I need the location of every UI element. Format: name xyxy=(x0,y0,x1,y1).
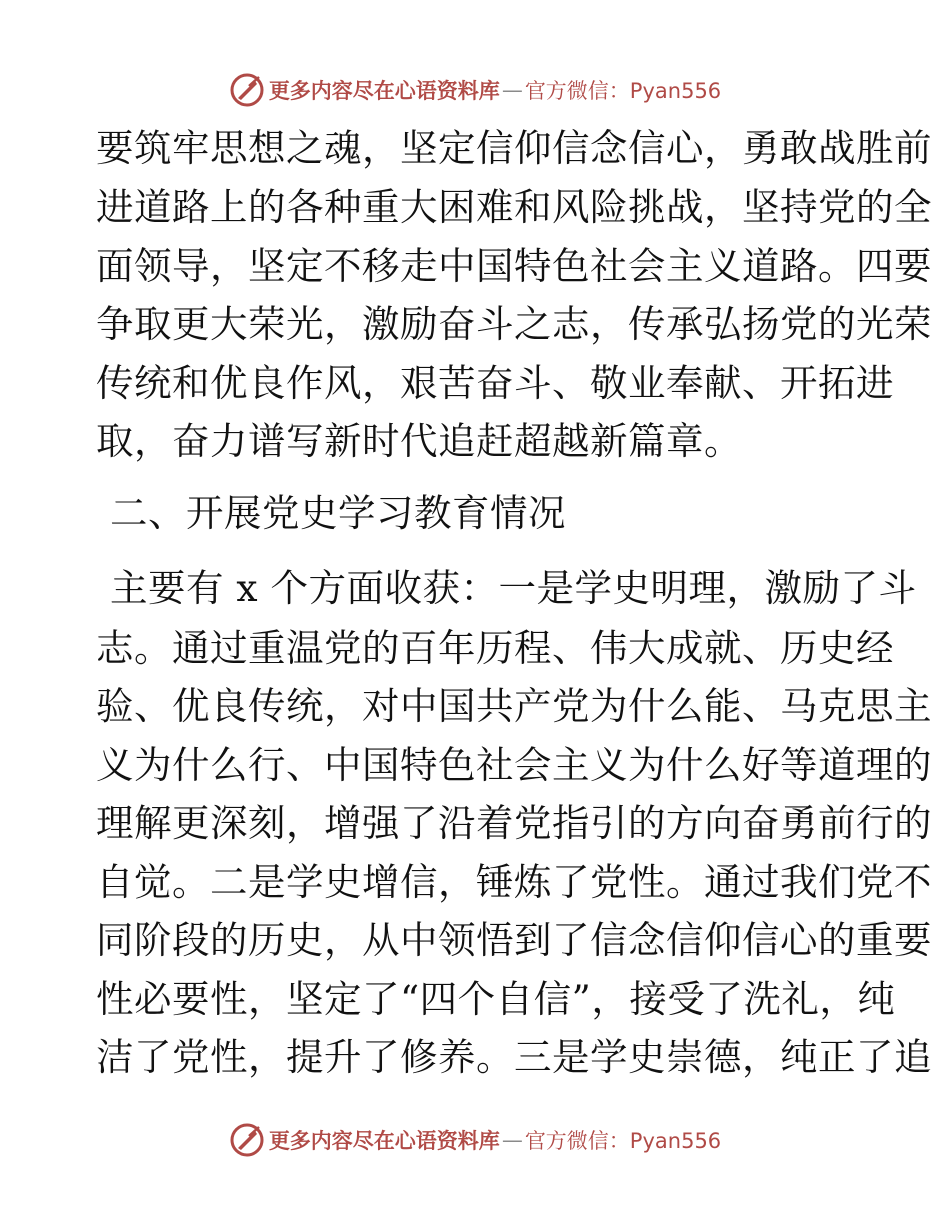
watermark-wechat-text: 官方微信：Pyan556 xyxy=(524,1129,722,1153)
text-line: 主要有 x 个方面收获：一是学史明理，激励了斗 xyxy=(110,566,917,610)
text-line: 同阶段的历史，从中领悟到了信念信仰信心的重要 xyxy=(96,918,932,962)
text-line: 义为什么行、中国特色社会主义为什么好等道理的 xyxy=(96,743,932,787)
text-line: 要筑牢思想之魂，坚定信仰信念信心，勇敢战胜前 xyxy=(96,126,932,170)
watermark-brand-text: 更多内容尽在心语资料库 xyxy=(268,78,500,103)
text-line: 理解更深刻，增强了沿着党指引的方向奋勇前行的 xyxy=(96,801,932,845)
text-line: 传统和优良作风，艰苦奋斗、敬业奉献、开拓进 xyxy=(96,361,894,405)
text-line: 进道路上的各种重大困难和风险挑战，坚持党的全 xyxy=(96,185,932,229)
text-line: 志。通过重温党的百年历程、伟大成就、历史经 xyxy=(96,626,894,670)
section-heading: 二、开展党史学习教育情况 xyxy=(110,491,566,535)
text-line: 面领导，坚定不移走中国特色社会主义道路。四要 xyxy=(96,244,932,288)
watermark-separator: — xyxy=(501,1128,523,1152)
watermark-wechat-text: 官方微信：Pyan556 xyxy=(524,79,722,103)
quill-seal-icon xyxy=(229,1122,265,1158)
text-line: 验、优良传统，对中国共产党为什么能、马克思主 xyxy=(96,684,932,728)
footer-watermark xyxy=(0,1120,950,1160)
watermark-brand-text: 更多内容尽在心语资料库 xyxy=(268,1128,500,1153)
text-line: 洁了党性，提升了修养。三是学史崇德，纯正了追 xyxy=(96,1035,932,1079)
text-line: 自觉。二是学史增信，锤炼了党性。通过我们党不 xyxy=(96,860,932,904)
text-line: 争取更大荣光，激励奋斗之志，传承弘扬党的光荣 xyxy=(96,302,932,346)
text-line: 性必要性，坚定了“四个自信”，接受了洗礼，纯 xyxy=(96,977,896,1021)
text-line: 取，奋力谱写新时代追赶超越新篇章。 xyxy=(96,419,742,463)
quill-seal-icon xyxy=(229,72,265,108)
watermark-separator: — xyxy=(501,78,523,102)
header-watermark xyxy=(0,70,950,110)
